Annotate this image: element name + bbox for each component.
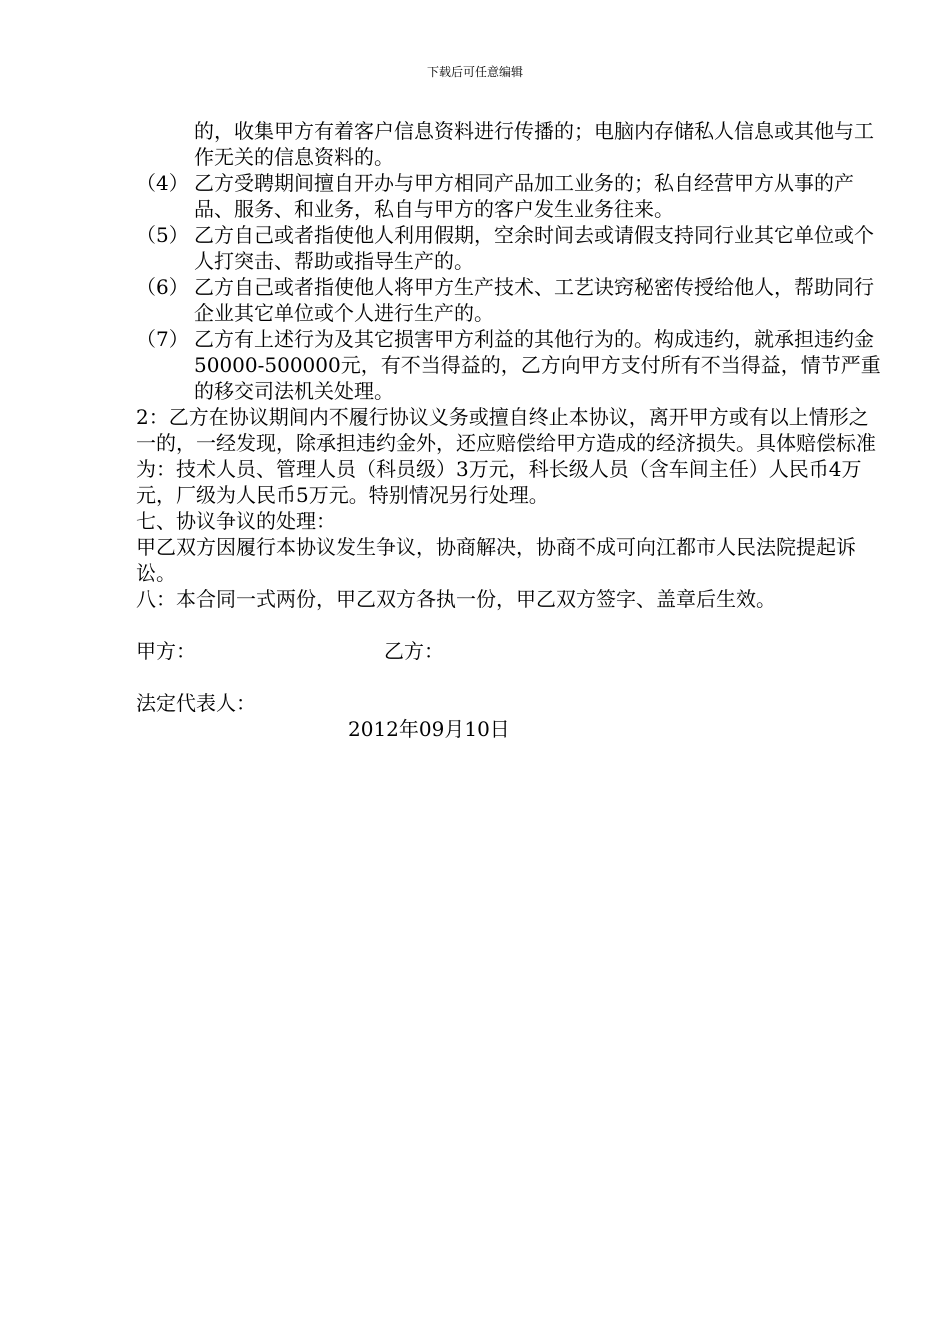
list-item [136,274,881,326]
section-7-body: 甲乙双方因履行本协议发生争议，协商解决，协商不成可向江都市人民法院提起诉讼。 [136,535,856,585]
list-item [136,326,881,404]
clause-2: 2：乙方在协议期间内不履行协议义务或擅自终止本协议，离开甲方或有以上情形之一的，一经发现，除承担违约金外，还应赔偿给甲方造成的经济损失。具体赔偿标准为：技术人员、管理人员（科员级）3万元，科长级人员（含车间主任）人民币4万元，厂级为人民币5万元。特别情况另行处理。 [136,405,876,507]
page-header: 下载后可任意编辑 [426,65,523,79]
item-text: 乙方受聘期间擅自开办与甲方相同产品加工业务的；私自经营甲方从事的产品、服务、和业务，私自与甲方的客户发生业务往来。 [194,171,854,221]
party-b-label: 乙方： [384,639,444,663]
spacer [136,612,881,638]
section-8: 八：本合同一式两份，甲乙双方各执一份，甲乙双方签字、盖章后生效。 [136,587,776,611]
signature-row [136,638,881,664]
item-text: 乙方自己或者指使他人利用假期，空余时间去或请假支持同行业其它单位或个人打突击、帮助或指导生产的。 [194,223,874,273]
continuation-text: 的，收集甲方有着客户信息资料进行传播的；电脑内存储私人信息或其他与工作无关的信息资料的。 [194,119,874,169]
spacer [136,664,881,690]
item-text: 乙方自己或者指使他人将甲方生产技术、工艺诀窍秘密传授给他人，帮助同行企业其它单位或个人进行生产的。 [194,275,874,325]
item-number: （6） [136,275,189,299]
item-number: （4） [136,171,189,195]
document-body [136,118,881,742]
item-number: （7） [136,327,189,351]
item-text: 乙方有上述行为及其它损害甲方利益的其他行为的。构成违约，就承担违约金50000-500000元，有不当得益的，乙方向甲方支付所有不当得益，情节严重的移交司法机关处理。 [194,327,881,403]
legal-representative-label: 法定代表人： [136,691,256,715]
section-7-title: 七、协议争议的处理： [136,509,336,533]
list-item [136,170,881,222]
item-number: （5） [136,223,189,247]
signing-date: 2012年09月10日 [348,717,510,741]
list-item [136,222,881,274]
party-a-label: 甲方： [136,639,196,663]
